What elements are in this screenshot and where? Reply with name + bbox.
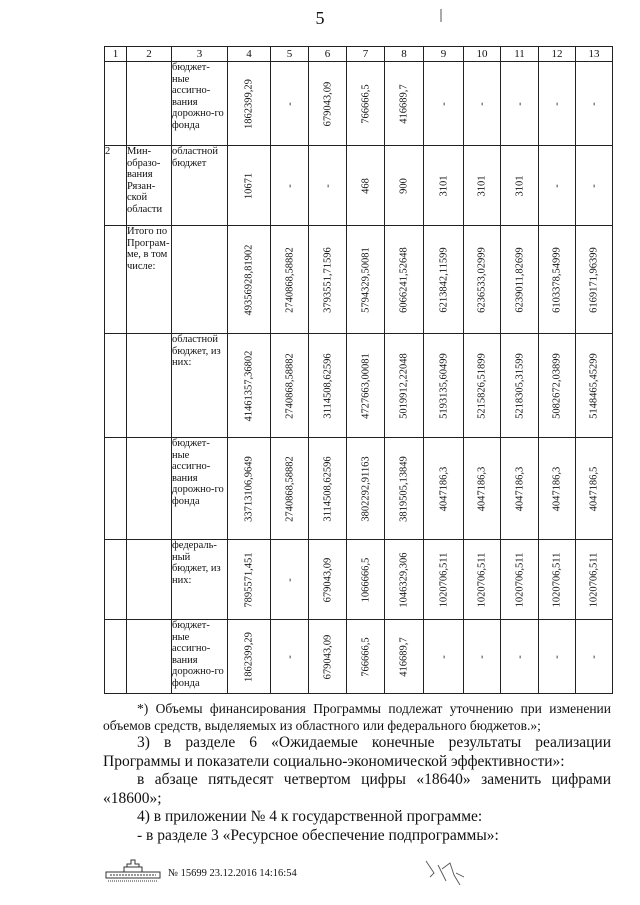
value-cell: 3802292,91163: [347, 438, 385, 540]
value-cell: -: [576, 620, 613, 694]
value-cell: -: [271, 62, 309, 146]
executor-cell: [127, 620, 172, 694]
value-cell: 6239011,82699: [501, 226, 539, 334]
header-cell: 2: [127, 47, 172, 62]
header-cell: 4: [228, 47, 271, 62]
value-cell: 1020706,511: [464, 540, 501, 620]
value-cell: 3819505,13849: [385, 438, 424, 540]
row-number-cell: [105, 334, 127, 438]
header-cell: 8: [385, 47, 424, 62]
value-cell: -: [539, 62, 576, 146]
value-cell: 416689,7: [385, 620, 424, 694]
item-3-sub-paragraph: в абзаце пятьдесят четвертом цифры «18640» заменить цифрами «18600»;: [103, 771, 611, 807]
value-cell: 6213842,11599: [424, 226, 464, 334]
value-cell: 6236533,02999: [464, 226, 501, 334]
value-cell: 679043,09: [309, 620, 347, 694]
financing-table: [104, 46, 613, 694]
value-cell: 1862399,29: [228, 62, 271, 146]
executor-cell: [127, 334, 172, 438]
header-cell: 3: [172, 47, 228, 62]
header-cell: 7: [347, 47, 385, 62]
value-cell: 4047186,5: [576, 438, 613, 540]
header-cell: 5: [271, 47, 309, 62]
value-cell: 679043,09: [309, 540, 347, 620]
value-cell: -: [424, 620, 464, 694]
executor-cell: Итого по Програм-ме, в том числе:: [127, 226, 172, 334]
header-cell: 10: [464, 47, 501, 62]
value-cell: 6066241,52648: [385, 226, 424, 334]
row-number-cell: 2: [105, 146, 127, 226]
value-cell: 766666,5: [347, 62, 385, 146]
source-cell: бюджет-ные ассигно-вания дорожно-го фонда: [172, 620, 228, 694]
pen-mark-icon: [439, 9, 443, 23]
table-row: [105, 438, 613, 540]
value-cell: 4047186,3: [539, 438, 576, 540]
value-cell: -: [576, 146, 613, 226]
value-cell: 3101: [424, 146, 464, 226]
value-cell: 3101: [464, 146, 501, 226]
table-row: [105, 620, 613, 694]
value-cell: 1066666,5: [347, 540, 385, 620]
value-cell: 4047186,3: [424, 438, 464, 540]
value-cell: 1862399,29: [228, 620, 271, 694]
value-cell: 2740868,58882: [271, 334, 309, 438]
value-cell: -: [271, 620, 309, 694]
row-number-cell: [105, 62, 127, 146]
footnote: *) Объемы финансирования Программы подлежат уточнению при изменении объемов средств, выделяемых из областного или федерального бюджетов.»;: [103, 701, 611, 733]
value-cell: -: [539, 620, 576, 694]
value-cell: 2740868,58882: [271, 438, 309, 540]
table-row: [105, 62, 613, 146]
value-cell: 1020706,511: [576, 540, 613, 620]
value-cell: 5019912,22048: [385, 334, 424, 438]
value-cell: 6103378,54999: [539, 226, 576, 334]
source-cell: [172, 226, 228, 334]
value-cell: 5215826,51899: [464, 334, 501, 438]
item-4-paragraph: 4) в приложении № 4 к государственной программе:: [137, 808, 483, 825]
source-cell: бюджет-ные ассигно-вания дорожно-го фонда: [172, 438, 228, 540]
value-cell: 10671: [228, 146, 271, 226]
value-cell: 6169171,96399: [576, 226, 613, 334]
value-cell: 3793551,71596: [309, 226, 347, 334]
registration-number: № 15699 23.12.2016 14:16:54: [168, 868, 297, 879]
value-cell: 49356928,81902: [228, 226, 271, 334]
value-cell: -: [271, 540, 309, 620]
executor-cell: [127, 62, 172, 146]
value-cell: 3101: [501, 146, 539, 226]
value-cell: 5148465,45299: [576, 334, 613, 438]
value-cell: -: [539, 146, 576, 226]
value-cell: 41461357,36802: [228, 334, 271, 438]
value-cell: 1020706,511: [424, 540, 464, 620]
value-cell: 416689,7: [385, 62, 424, 146]
executor-cell: [127, 540, 172, 620]
value-cell: 33713106,9649: [228, 438, 271, 540]
value-cell: 4727663,00081: [347, 334, 385, 438]
value-cell: 5082672,03899: [539, 334, 576, 438]
value-cell: 1046329,306: [385, 540, 424, 620]
value-cell: 3114508,62596: [309, 334, 347, 438]
header-cell: 11: [501, 47, 539, 62]
value-cell: -: [501, 62, 539, 146]
value-cell: -: [576, 62, 613, 146]
value-cell: -: [271, 146, 309, 226]
row-number-cell: [105, 540, 127, 620]
table-row: [105, 334, 613, 438]
value-cell: 5794329,50081: [347, 226, 385, 334]
header-cell: 6: [309, 47, 347, 62]
value-cell: 3114508,62596: [309, 438, 347, 540]
value-cell: 1020706,511: [501, 540, 539, 620]
value-cell: -: [464, 62, 501, 146]
value-cell: 7895571,451: [228, 540, 271, 620]
value-cell: 679043,09: [309, 62, 347, 146]
value-cell: 5193135,60499: [424, 334, 464, 438]
item-4-sub-paragraph: - в разделе 3 «Ресурсное обеспечение подпрограммы»:: [137, 827, 499, 844]
source-cell: областной бюджет: [172, 146, 228, 226]
row-number-cell: [105, 438, 127, 540]
table-header-row: [105, 47, 613, 62]
value-cell: 766666,5: [347, 620, 385, 694]
value-cell: -: [501, 620, 539, 694]
executor-cell: [127, 438, 172, 540]
value-cell: 468: [347, 146, 385, 226]
source-cell: бюджет-ные ассигно-вания дорожно-го фонда: [172, 62, 228, 146]
value-cell: 1020706,511: [539, 540, 576, 620]
source-cell: федераль-ный бюджет, из них:: [172, 540, 228, 620]
value-cell: 4047186,3: [501, 438, 539, 540]
item-3-paragraph: 3) в разделе 6 «Ожидаемые конечные результаты реализации Программы и показатели социально-экономической эффективности»:: [103, 734, 611, 770]
header-cell: 13: [576, 47, 613, 62]
row-number-cell: [105, 620, 127, 694]
header-cell: 9: [424, 47, 464, 62]
row-number-cell: [105, 226, 127, 334]
table-row: [105, 226, 613, 334]
source-cell: областной бюджет, из них:: [172, 334, 228, 438]
value-cell: 2740868,58882: [271, 226, 309, 334]
value-cell: -: [424, 62, 464, 146]
value-cell: -: [309, 146, 347, 226]
signature-mark-icon: [420, 855, 470, 889]
value-cell: -: [464, 620, 501, 694]
value-cell: 5218305,31599: [501, 334, 539, 438]
value-cell: 900: [385, 146, 424, 226]
page-number: 5: [315, 8, 325, 28]
executor-cell: Мин-образо-вания Рязан-ской области: [127, 146, 172, 226]
header-cell: 1: [105, 47, 127, 62]
value-cell: 4047186,3: [464, 438, 501, 540]
header-cell: 12: [539, 47, 576, 62]
table-row: [105, 540, 613, 620]
table-row: [105, 146, 613, 226]
registration-stamp-icon: [104, 858, 162, 884]
